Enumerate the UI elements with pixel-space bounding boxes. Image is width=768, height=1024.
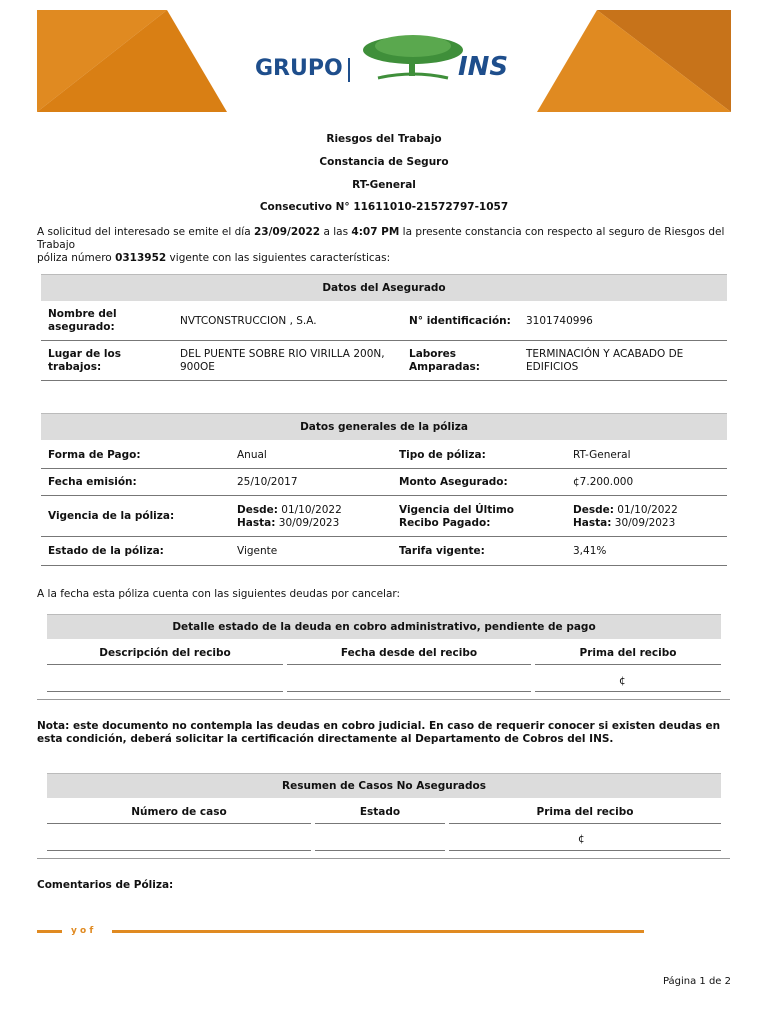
hasta-label: Hasta: — [237, 517, 276, 529]
hasta-value: 30/09/2023 — [275, 517, 340, 529]
row-divider — [315, 823, 445, 824]
nombre-value: NVTCONSTRUCCION , S.A. — [180, 315, 317, 327]
deuda-header: Detalle estado de la deuda en cobro administrativo, pendiente de pago — [47, 614, 721, 639]
row-divider — [449, 850, 721, 851]
desde2-label: Desde: — [573, 504, 614, 516]
nombre-label: Nombre del asegurado: — [48, 308, 117, 333]
row-divider — [449, 823, 721, 824]
tipo-label: Tipo de póliza: — [399, 449, 486, 461]
intro-paragraph — [37, 226, 737, 265]
row-divider — [535, 691, 721, 692]
intro-text-5: vigente con las siguientes características: — [166, 252, 391, 264]
ultimo-recibo-label: Vigencia del Último Recibo Pagado: — [399, 504, 515, 529]
vigencia-dates — [237, 504, 342, 530]
table-bottom-border — [37, 699, 730, 700]
intro-policy-number: 0313952 — [115, 252, 167, 264]
row-divider — [315, 850, 445, 851]
row-divider — [41, 380, 727, 381]
labores-label: Labores Amparadas: — [409, 348, 480, 373]
row-divider — [41, 565, 727, 566]
fecha-value: 25/10/2017 — [237, 476, 298, 488]
intro-text-1: A solicitud del interesado se emite el día — [37, 226, 254, 238]
deuda-currency: ¢ — [619, 675, 626, 687]
monto-value: ¢7.200.000 — [573, 476, 634, 488]
row-divider — [47, 691, 283, 692]
deuda-col-fecha: Fecha desde del recibo — [340, 647, 478, 659]
row-divider — [287, 664, 531, 665]
row-divider — [287, 691, 531, 692]
hasta2-value: 30/09/2023 — [611, 517, 676, 529]
hasta2-label: Hasta: — [573, 517, 612, 529]
desde-value: 01/10/2022 — [277, 504, 342, 516]
estado-label: Estado de la póliza: — [48, 545, 164, 557]
ultimo-recibo-dates — [573, 504, 678, 530]
tarifa-label: Tarifa vigente: — [399, 545, 485, 557]
casos-col-prima: Prima del recibo — [536, 806, 634, 818]
row-divider — [47, 664, 283, 665]
table-bottom-border — [37, 858, 730, 859]
footer-line-right — [112, 930, 644, 933]
estado-value: Vigente — [237, 545, 278, 557]
title-constancia: Constancia de Seguro — [319, 156, 449, 168]
row-divider — [41, 536, 727, 537]
desde2-value: 01/10/2022 — [613, 504, 678, 516]
vigencia-label: Vigencia de la póliza: — [48, 510, 175, 522]
row-divider — [41, 495, 727, 496]
comentarios-label: Comentarios de Póliza: — [37, 879, 174, 891]
desde-label: Desde: — [237, 504, 278, 516]
id-value: 3101740996 — [526, 315, 593, 327]
poliza-header: Datos generales de la póliza — [41, 413, 727, 440]
intro-text-2: a las — [320, 226, 352, 238]
logo — [253, 28, 523, 83]
casos-col-numero: Número de caso — [131, 806, 227, 818]
title-rt-general: RT-General — [352, 179, 416, 191]
row-divider — [41, 340, 727, 341]
title-riesgos: Riesgos del Trabajo — [326, 133, 442, 145]
lugar-label: Lugar de los trabajos: — [48, 348, 121, 373]
casos-col-estado: Estado — [359, 806, 401, 818]
row-divider — [47, 850, 311, 851]
casos-header: Resumen de Casos No Asegurados — [47, 773, 721, 798]
page-number: Página 1 de 2 — [662, 976, 731, 987]
row-divider — [535, 664, 721, 665]
row-divider — [41, 468, 727, 469]
deuda-col-prima: Prima del recibo — [579, 647, 677, 659]
deuda-col-descripcion: Descripción del recibo — [99, 647, 231, 659]
logo-text-grupo: GRUPO — [255, 56, 343, 81]
monto-label: Monto Asegurado: — [399, 476, 508, 488]
tree-icon — [358, 32, 468, 82]
asegurado-header: Datos del Asegurado — [41, 274, 727, 301]
nota-text: Nota: este documento no contempla las deudas en cobro judicial. En caso de requerir conocer si existen deudas en esta condición, deberá solicitar la certificación directamente al Departamento de Cobros del INS. — [37, 720, 721, 745]
forma-label: Forma de Pago: — [48, 449, 141, 461]
row-divider — [47, 823, 311, 824]
intro-text-3: la presente constancia con respecto al seguro de Riesgos del Trabajo — [37, 226, 725, 251]
footer-line-left — [37, 930, 62, 933]
intro-date: 23/09/2022 — [253, 226, 321, 238]
tipo-value: RT-General — [573, 449, 631, 461]
title-consecutivo: Consecutivo N° 11611010-21572797-1057 — [259, 201, 509, 213]
fecha-label: Fecha emisión: — [48, 476, 137, 488]
logo-text-ins: INS — [458, 52, 509, 82]
labores-value: TERMINACIÓN Y ACABADO DE EDIFICIOS — [526, 348, 684, 373]
id-label: N° identificación: — [409, 315, 511, 327]
forma-value: Anual — [237, 449, 267, 461]
intro-time: 4:07 PM — [351, 226, 400, 238]
intro-text-4: póliza número — [37, 252, 116, 264]
casos-currency: ¢ — [578, 833, 585, 845]
lugar-value: DEL PUENTE SOBRE RIO VIRILLA 200N, 900OE — [180, 348, 385, 373]
social-icons: y o f — [71, 926, 94, 936]
logo-divider — [348, 58, 350, 82]
tarifa-value: 3,41% — [573, 545, 607, 557]
deudas-intro: A la fecha esta póliza cuenta con las siguientes deudas por cancelar: — [37, 588, 401, 600]
